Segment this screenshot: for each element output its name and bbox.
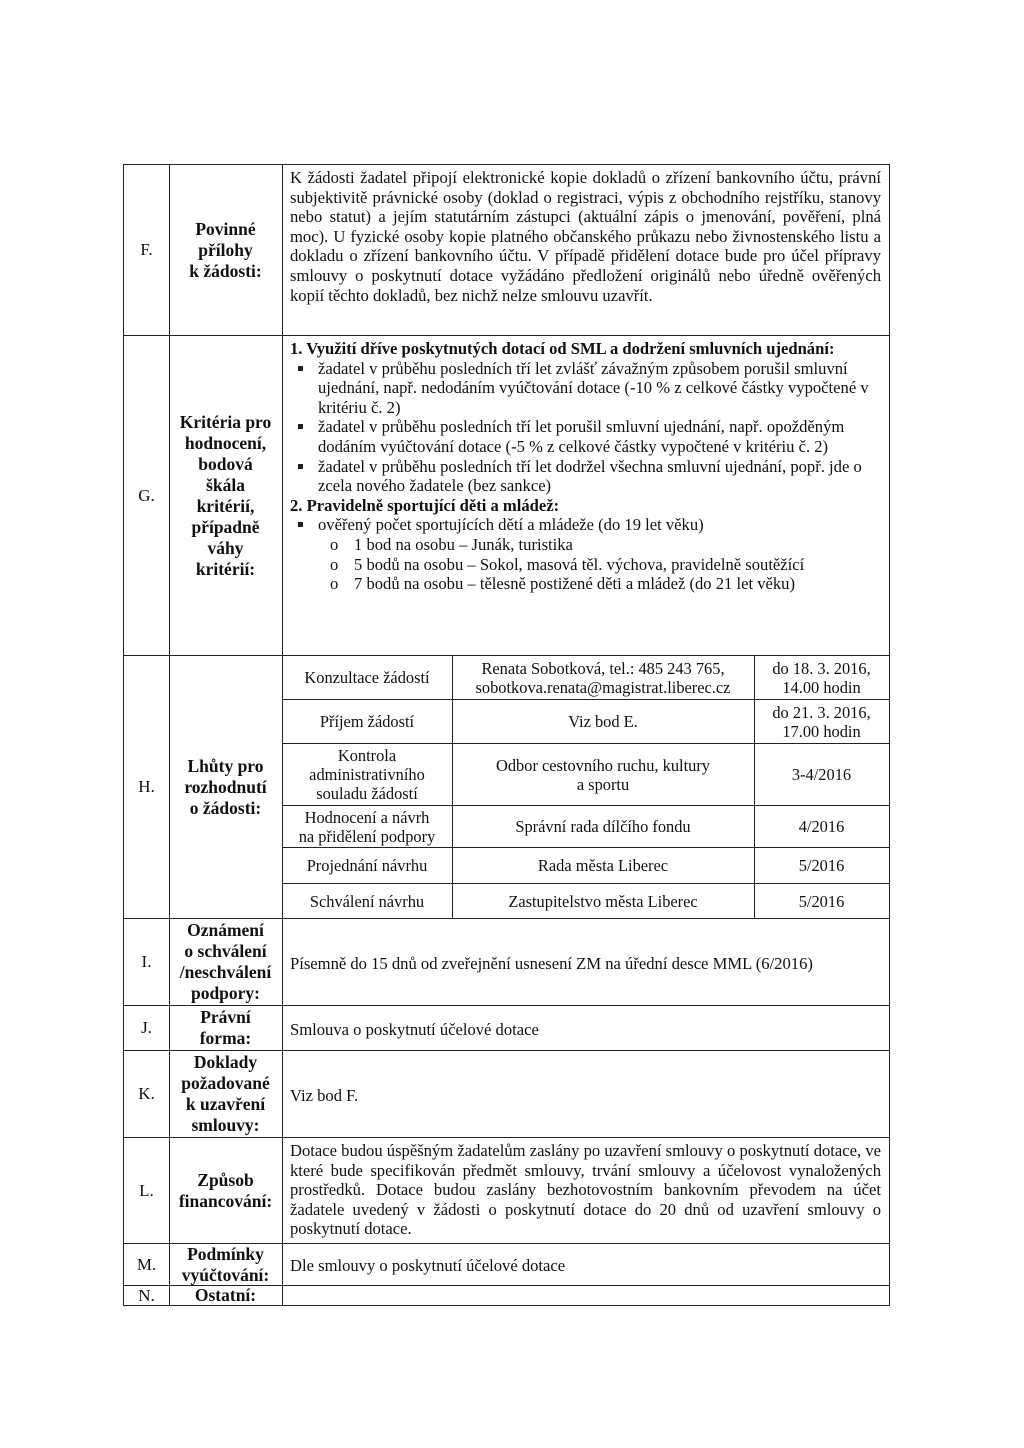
date-cell: 4/2016: [798, 817, 845, 836]
row-label: Doklady požadované k uzavření smlouvy:: [169, 1051, 283, 1137]
row-letter: F.: [124, 165, 170, 335]
list-item: o 1 bod na osobu – Junák, turistika: [290, 535, 881, 555]
table-row: [282, 847, 889, 883]
required-attachments-text: K žádosti žadatel připojí elektronické kopie dokladů o zřízení bankovního účtu, právní subjektivitě právnické osoby (doklad o registraci, výpis z obchodního rejstříku, stanovy nebo statut) a jejím statutárním zástupci (aktuální zápis o jmenování, pověření, plná moc). U fyzické osoby kopie platného občanského průkazu nebo živnostenského listu a dokladu o zřízení bankovního účtu. V případě přidělení dotace bude pro účel přípravy smlouvy o poskytnutí dotace vyžádáno předložení originálů nebo úředně ověřených kopií těchto dokladů, bez nichž nelze smlouvu uzavřít.: [290, 168, 881, 305]
date-cell: do 21. 3. 2016, 17.00 hodin: [772, 702, 871, 741]
date-cell: 5/2016: [798, 892, 845, 911]
row-letter: N.: [124, 1286, 170, 1305]
row-i: [124, 918, 889, 1005]
step-cell: Kontrola administrativního souladu žádostí: [309, 746, 425, 803]
list-item: žadatel v průběhu posledních tří let porušil smluvní ujednání, např. opožděným dodáním vyúčtování dotace (-5 % z celkové částky vypočtené v kritériu č. 2): [290, 417, 881, 456]
date-cell: do 18. 3. 2016, 14.00 hodin: [772, 658, 871, 697]
row-j: [124, 1005, 889, 1050]
row-l: [124, 1137, 889, 1243]
table-row: [282, 699, 889, 743]
responsible-cell: Zastupitelstvo města Liberec: [508, 892, 698, 911]
row-label: Oznámení o schválení /neschválení podpory:: [169, 919, 283, 1005]
responsible-cell: Rada města Liberec: [537, 856, 669, 875]
list-item: žadatel v průběhu posledních tří let zvlášť závažným způsobem porušil smluvní ujednání, např. nedodáním vyúčtování dotace (-10 % z celkové částky vypočtené v kritériu č. 2): [290, 359, 881, 418]
criterion-heading: 2. Pravidelně sportující děti a mládež:: [290, 495, 560, 515]
financing-text: Dotace budou úspěšným žadatelům zaslány po uzavření smlouvy o poskytnutí dotace, ve které bude specifikován předmět smlouvy, trvání smlouvy a účelovost vynaložených prostředků. Dotace budou zaslány bezhotovostním bankovním převodem na účet žadatele uvedený v žádosti o poskytnutí dotace do 20 dnů od uzavření smlouvy o poskytnutí dotace.: [290, 1141, 881, 1239]
table-row: [282, 883, 889, 919]
table-row: [282, 656, 889, 699]
row-label: Způsob financování:: [169, 1138, 283, 1243]
row-label: Lhůty pro rozhodnutí o žádosti:: [169, 656, 283, 918]
row-label: Povinné přílohy k žádosti:: [169, 165, 283, 335]
list-item: o 7 bodů na osobu – tělesně postižené děti a mládež (do 21 let věku): [290, 574, 881, 594]
criterion-bullets: [290, 359, 881, 496]
step-cell: Hodnocení a návrh na přidělení podpory: [298, 807, 436, 846]
column-divider: [754, 656, 755, 918]
responsible-cell: Odbor cestovního ruchu, kultury a sportu: [496, 755, 710, 794]
row-letter: M.: [124, 1244, 170, 1285]
row-letter: J.: [124, 1006, 170, 1050]
date-cell: 3-4/2016: [791, 765, 852, 784]
responsible-cell: Správní rada dílčího fondu: [515, 817, 691, 836]
evaluation-criteria: [282, 336, 889, 655]
deadlines-table: [282, 656, 889, 918]
step-cell: Projednání návrhu: [306, 856, 428, 875]
row-m: [124, 1243, 889, 1285]
row-label: Kritéria pro hodnocení, bodová škála kritérií, případně váhy kritérií:: [169, 336, 283, 655]
grant-conditions-table: [123, 164, 890, 1306]
row-letter: I.: [124, 919, 170, 1005]
date-cell: 5/2016: [798, 856, 845, 875]
row-k: [124, 1050, 889, 1137]
row-h: [124, 655, 889, 918]
row-letter: K.: [124, 1051, 170, 1137]
row-label: Podmínky vyúčtování:: [169, 1244, 283, 1285]
criterion-heading: 1. Využití dříve poskytnutých dotací od SML a dodržení smluvních ujednání:: [290, 339, 835, 358]
criterion-bullets: [290, 515, 881, 535]
list-item: ověřený počet sportujících dětí a mládeže (do 19 let věku): [290, 515, 881, 535]
points-sublist: [290, 535, 881, 594]
list-item: žadatel v průběhu posledních tří let dodržel všechna smluvní ujednání, popř. jde o zcela nového žadatele (bez sankce): [290, 457, 881, 496]
row-label: Ostatní:: [169, 1286, 283, 1305]
list-item: o 5 bodů na osobu – Sokol, masová těl. výchova, pravidelně soutěžící: [290, 555, 881, 575]
row-label: Právní forma:: [169, 1006, 283, 1050]
row-letter: L.: [124, 1138, 170, 1243]
contract-documents-text: Viz bod F.: [290, 1085, 359, 1105]
row-letter: H.: [124, 656, 170, 918]
row-n: [124, 1285, 889, 1305]
column-divider: [452, 656, 453, 918]
notification-text: Písemně do 15 dnů od zveřejnění usnesení ZM na úřední desce MML (6/2016): [290, 953, 813, 973]
row-f: [124, 165, 889, 335]
step-cell: Příjem žádostí: [319, 712, 415, 731]
legal-form-text: Smlouva o poskytnutí účelové dotace: [290, 1019, 539, 1039]
row-g: [124, 335, 889, 655]
step-cell: Schválení návrhu: [309, 892, 425, 911]
other-text: [282, 1286, 889, 1305]
table-row: [282, 743, 889, 805]
settlement-text: Dle smlouvy o poskytnutí účelové dotace: [290, 1256, 566, 1276]
table-row: [282, 805, 889, 847]
row-letter: G.: [124, 336, 170, 655]
responsible-cell: Renata Sobotková, tel.: 485 243 765, sobotkova.renata@magistrat.liberec.cz: [475, 658, 731, 697]
responsible-cell: Viz bod E.: [568, 712, 638, 731]
step-cell: Konzultace žádostí: [304, 668, 430, 687]
